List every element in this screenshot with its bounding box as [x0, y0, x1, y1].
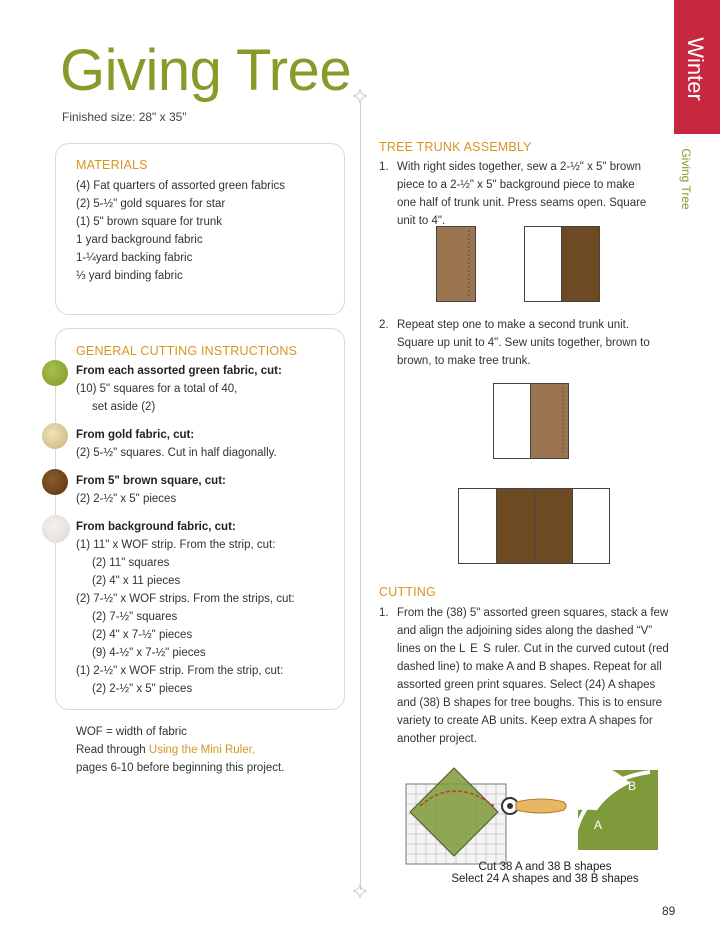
- brown-fabric-swatch: [42, 469, 68, 495]
- trunk-unit-square: [493, 383, 569, 459]
- read-note: [76, 741, 346, 759]
- background-fabric-swatch: [42, 515, 70, 543]
- trunk-half-piece: [436, 226, 476, 302]
- read-pages: pages 6-10 before beginning this project.: [76, 762, 285, 774]
- step-text: With right sides together, sew a 2-½" x 5" brown piece to a 2-½" x 5" background piece to make one half of trunk unit. Press seams open. Square unit to 4".: [397, 161, 647, 227]
- gold-cutting-title: From gold fabric, cut:: [76, 429, 195, 441]
- brown-cutting: [76, 472, 338, 508]
- cutting-line: (2) 5-½" squares. Cut in half diagonally.: [76, 447, 277, 459]
- side-label: [676, 142, 696, 222]
- trunk-step-2: [379, 316, 654, 370]
- cutting-line: (9) 4-½" x 7-½" pieces: [92, 647, 206, 659]
- caption-line-1: Cut 38 A and 38 B shapes: [478, 861, 612, 873]
- cutting-line: (2) 7-½" x WOF strips. From the strips, cut:: [76, 593, 295, 605]
- cutting-line: (1) 11" x WOF strip. From the strip, cut:: [76, 539, 276, 551]
- read-prefix: Read through: [76, 744, 149, 756]
- wof-note: WOF = width of fabric: [76, 726, 187, 738]
- cutting-line: (10) 5" squares for a total of 40,: [76, 383, 238, 395]
- brown-cutting-title: From 5" brown square, cut:: [76, 475, 226, 487]
- cutting-line: (2) 11" squares: [92, 557, 170, 569]
- ruler-name: L E S: [459, 643, 492, 655]
- caption-line-2: Select 24 A shapes and 38 B shapes: [451, 873, 639, 885]
- gold-cutting: [76, 426, 338, 462]
- shape-b-label: B: [628, 779, 637, 793]
- tree-trunk-diagram: [458, 488, 610, 564]
- ruler-cutting-diagram: [402, 766, 572, 866]
- green-cutting: [76, 362, 338, 416]
- divider-ornament-bottom: [353, 884, 367, 898]
- step-number: 2.: [379, 319, 389, 331]
- cutting-section-heading: CUTTING: [379, 585, 436, 599]
- finished-size: Finished size: 28" x 35": [62, 110, 187, 124]
- background-cutting-title: From background fabric, cut:: [76, 521, 236, 533]
- cutting-line: (1) 2-½" x WOF strip. From the strip, cut:: [76, 665, 284, 677]
- materials-item: 1-¼yard backing fabric: [76, 252, 193, 264]
- divider-ornament-top: [353, 89, 367, 103]
- materials-item: 1 yard background fabric: [76, 234, 203, 246]
- materials-item: ⅓ yard binding fabric: [76, 270, 183, 282]
- materials-heading: MATERIALS: [76, 158, 148, 172]
- season-tab-label: Winter: [683, 37, 708, 101]
- page-number: 89: [662, 904, 676, 918]
- cutting-line: set aside (2): [92, 401, 156, 413]
- season-tab: [674, 0, 720, 134]
- ab-shapes-overlay: [572, 770, 658, 850]
- cutting-line: (2) 7-½" squares: [92, 611, 178, 623]
- trunk-unit: [524, 226, 600, 302]
- diagram-caption: [420, 861, 670, 885]
- materials-item: (4) Fat quarters of assorted green fabrics: [76, 180, 286, 192]
- mini-ruler-link[interactable]: Using the Mini Ruler,: [148, 744, 255, 756]
- cutting-step-1: [379, 604, 669, 748]
- side-label-text: Giving Tree: [679, 148, 693, 210]
- shape-a-label: A: [594, 818, 603, 832]
- materials-list: [76, 177, 338, 285]
- notes: [76, 723, 346, 777]
- gold-fabric-swatch: [42, 423, 68, 449]
- step-text: Repeat step one to make a second trunk unit. Square up unit to 4". Sew units together, brown to brown, to make tree trunk.: [397, 319, 650, 367]
- green-fabric-swatch: [42, 360, 68, 386]
- page-title: Giving Tree: [60, 38, 352, 103]
- cutting-line: (2) 2-½" x 5" pieces: [92, 683, 193, 695]
- step-number: 1.: [379, 607, 389, 619]
- materials-box: [55, 143, 345, 315]
- trunk-step-1: [379, 158, 654, 230]
- step-number: 1.: [379, 161, 389, 173]
- materials-item: (1) 5" brown square for trunk: [76, 216, 222, 228]
- step-text-part: From the (38) 5" assorted green squares, stack a few and align the adjoining sides along the dashed “V” lines on the: [397, 607, 669, 655]
- cutting-heading: GENERAL CUTTING INSTRUCTIONS: [76, 344, 298, 358]
- background-cutting: [76, 518, 338, 698]
- cutting-line: (2) 2-½" x 5" pieces: [76, 493, 177, 505]
- trunk-heading: TREE TRUNK ASSEMBLY: [379, 140, 532, 154]
- materials-item: (2) 5-½" gold squares for star: [76, 198, 226, 210]
- step-text: [397, 604, 669, 748]
- column-divider: [360, 100, 361, 890]
- green-cutting-title: From each assorted green fabric, cut:: [76, 365, 282, 377]
- step-text-part: ruler. Cut in the curved cutout (red dashed line) to make A and B shapes. Repeat for all assorted green print squares. Select (24) A shapes and (38) B shapes for tree boughs. This is to ensure variety to create AB units. Keep extra A shapes for another project.: [397, 643, 669, 745]
- cutting-line: (2) 4" x 11 pieces: [92, 575, 181, 587]
- cutting-line: (2) 4" x 7-½" pieces: [92, 629, 193, 641]
